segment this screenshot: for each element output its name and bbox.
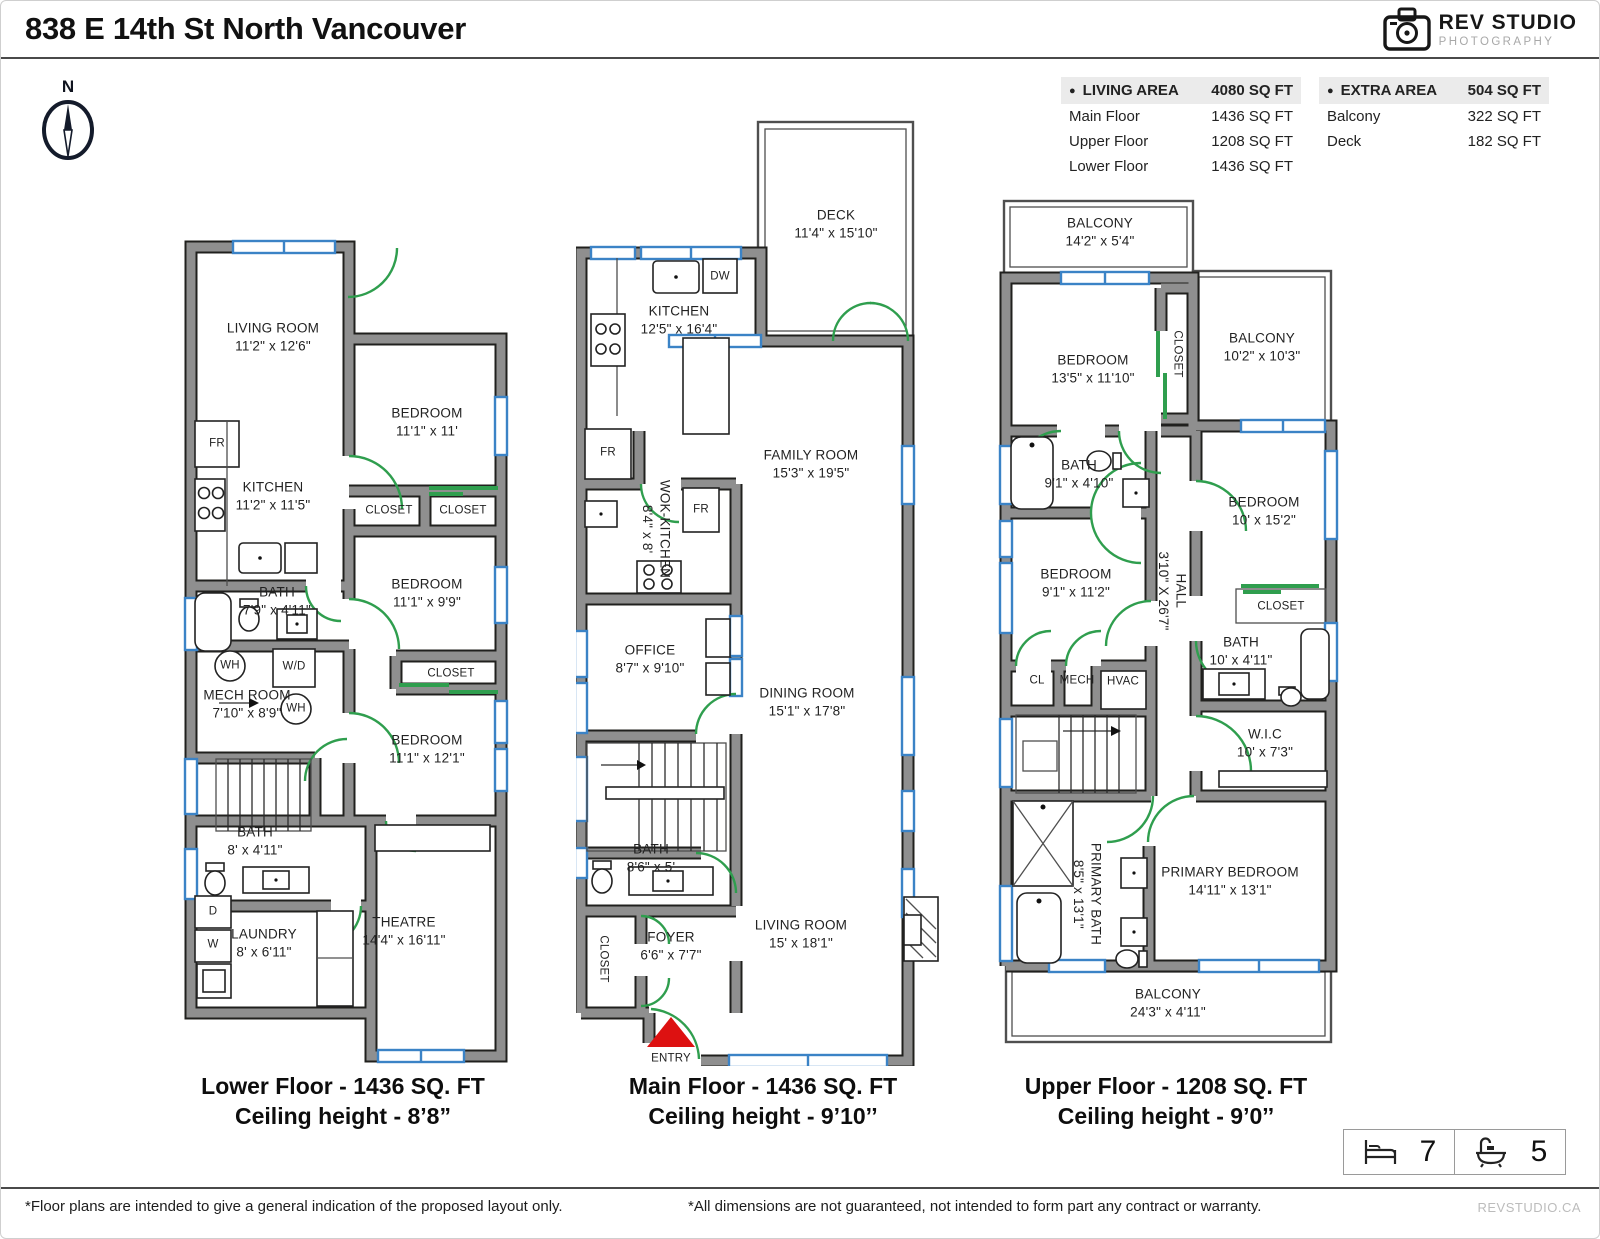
caption-area: Lower Floor - 1436 SQ. FT — [201, 1073, 485, 1099]
room-label: CLOSET — [1257, 600, 1305, 613]
row-value: 1436 SQ FT — [1211, 158, 1293, 175]
living-area-total: 4080 SQ FT — [1211, 82, 1293, 99]
room-label: BATH 10' x 4'11" — [1209, 634, 1273, 667]
header-divider — [1, 57, 1600, 59]
room-label: KITCHEN 11'2" x 11'5" — [235, 479, 311, 512]
compass-north-label: N — [61, 77, 75, 96]
upper-floor-caption — [1025, 1071, 1307, 1131]
table-row — [1319, 129, 1549, 154]
bullet-icon: ● — [1327, 84, 1334, 97]
room-label: BATH 8' x 4'11" — [227, 824, 283, 857]
footer-divider — [1, 1187, 1600, 1189]
bath-count-cell — [1454, 1130, 1565, 1174]
bed-bath-badge — [1343, 1129, 1566, 1175]
room-label: ENTRY — [651, 1052, 691, 1065]
footer-disclaimer-left: *Floor plans are intended to give a general indication of the proposed layout only. — [25, 1198, 563, 1215]
living-area-header — [1061, 77, 1301, 104]
table-row — [1061, 129, 1301, 154]
room-label: FAMILY ROOM 15'3" x 19'5" — [763, 447, 859, 480]
camera-icon — [1383, 7, 1431, 53]
extra-area-header — [1319, 77, 1549, 104]
bed-count: 7 — [1419, 1135, 1437, 1168]
bath-icon — [1473, 1136, 1509, 1168]
window-icon — [576, 247, 914, 1066]
row-label: Main Floor — [1069, 108, 1140, 125]
room-label: MECH — [1059, 674, 1095, 687]
room-label: BEDROOM 10' x 15'2" — [1228, 494, 1300, 527]
room-label: BATH 9'1" x 4'10" — [1044, 457, 1114, 490]
room-label: LIVING ROOM 11'2" x 12'6" — [226, 320, 320, 353]
door-arc-icon — [641, 303, 908, 1059]
table-row — [1061, 154, 1301, 179]
compass-icon — [41, 97, 95, 163]
row-value: 1436 SQ FT — [1211, 108, 1293, 125]
table-row — [1319, 104, 1549, 129]
room-label: D — [208, 905, 218, 918]
row-value: 1208 SQ FT — [1211, 133, 1293, 150]
room-label: BALCONY 10'2" x 10'3" — [1223, 330, 1301, 363]
room-label: LIVING ROOM 15' x 18'1" — [754, 917, 848, 950]
row-label: Upper Floor — [1069, 133, 1149, 150]
extra-area-table — [1319, 77, 1549, 154]
living-area-label: LIVING AREA — [1082, 82, 1179, 99]
room-label: BALCONY 24'3" x 4'11" — [1130, 986, 1206, 1019]
caption-area: Main Floor - 1436 SQ. FT — [628, 1073, 898, 1099]
room-label: FR — [209, 437, 225, 450]
room-label: FR — [600, 446, 616, 459]
bullet-icon: ● — [1069, 84, 1076, 97]
rev-studio-logo — [1383, 7, 1577, 53]
room-label: DECK 11'4" x 15'10" — [794, 207, 878, 240]
table-row — [1061, 104, 1301, 129]
bed-count-cell — [1344, 1130, 1454, 1174]
room-label: W.I.C 10' x 7'3" — [1236, 726, 1294, 759]
fixture-icons — [195, 421, 490, 1006]
room-label: CLOSET — [1171, 330, 1184, 378]
room-label: W/D — [282, 660, 306, 673]
room-label: BEDROOM 13'5" x 11'10" — [1051, 352, 1135, 385]
door-arc-icon — [1016, 331, 1319, 842]
room-label: MECH ROOM 7'10" x 8'9" — [203, 687, 291, 720]
logo-name: REV STUDIO — [1438, 10, 1577, 34]
room-label: FR — [693, 503, 709, 516]
living-area-table — [1061, 77, 1301, 179]
room-label: WOK-KITCHEN 8'4" x 8' — [640, 479, 673, 579]
bed-icon — [1362, 1137, 1398, 1167]
room-label: CLOSET — [427, 667, 475, 680]
room-label: PRIMARY BEDROOM 14'11" x 13'1" — [1161, 864, 1299, 897]
room-label: BATH 7'9" x 4'11" — [243, 584, 311, 617]
room-label: CLOSET — [365, 504, 413, 517]
room-label: PRIMARY BATH 8'5" x 13'1" — [1071, 842, 1104, 946]
room-label: FOYER 6'6" x 7'7" — [640, 929, 702, 962]
extra-area-total: 504 SQ FT — [1467, 82, 1541, 99]
room-label: CL — [1029, 674, 1045, 687]
room-label: WH — [220, 659, 240, 672]
row-label: Lower Floor — [1069, 158, 1149, 175]
room-label: BEDROOM 9'1" x 11'2" — [1040, 566, 1112, 599]
room-label: WH — [286, 702, 306, 715]
room-label: BATH 8'6" x 5' — [626, 841, 676, 874]
caption-ceiling: Ceiling height - 9’10’’ — [648, 1103, 878, 1129]
footer-site-label: REVSTUDIO.CA — [1477, 1200, 1581, 1215]
row-value: 322 SQ FT — [1467, 108, 1541, 125]
caption-area: Upper Floor - 1208 SQ. FT — [1024, 1073, 1308, 1099]
room-label: CLOSET — [597, 935, 610, 983]
row-label: Balcony — [1327, 108, 1381, 125]
room-label: OFFICE 8'7" x 9'10" — [615, 642, 685, 675]
extra-area-label: EXTRA AREA — [1340, 82, 1438, 99]
room-label: CLOSET — [439, 504, 487, 517]
room-label: BEDROOM 11'1" x 11' — [391, 405, 463, 438]
room-label: W — [207, 938, 219, 951]
main-floor-caption — [629, 1071, 897, 1131]
room-label: THEATRE 14'4" x 16'11" — [362, 914, 446, 947]
footer-disclaimer-center: *All dimensions are not guaranteed, not intended to form part any contract or warranty. — [688, 1198, 1262, 1215]
room-label: DINING ROOM 15'1" x 17'8" — [759, 685, 855, 718]
room-label: HVAC — [1107, 675, 1139, 688]
room-label: DW — [710, 270, 730, 283]
compass — [41, 77, 95, 167]
page-title: 838 E 14th St North Vancouver — [25, 11, 466, 46]
room-label: BALCONY 14'2" x 5'4" — [1065, 215, 1135, 248]
room-label: HALL 3'10" X 26'7" — [1156, 551, 1189, 631]
floor-plan-lower — [181, 236, 526, 1066]
room-label: BEDROOM 11'1" x 9'9" — [391, 576, 463, 609]
bath-count: 5 — [1530, 1135, 1548, 1168]
room-label: KITCHEN 12'5" x 16'4" — [640, 303, 718, 336]
caption-ceiling: Ceiling height - 9’0’’ — [1057, 1103, 1275, 1129]
room-label: LAUNDRY 8' x 6'11" — [231, 926, 297, 959]
logo-sub: PHOTOGRAPHY — [1438, 35, 1555, 48]
row-label: Deck — [1327, 133, 1362, 150]
floor-plan-upper — [996, 191, 1341, 1051]
lower-floor-caption — [201, 1071, 485, 1131]
room-label: BEDROOM 11'1" x 12'1" — [389, 732, 465, 765]
row-value: 182 SQ FT — [1467, 133, 1541, 150]
caption-ceiling: Ceiling height - 8’8” — [235, 1103, 451, 1129]
floor-plan-main — [576, 116, 941, 1066]
